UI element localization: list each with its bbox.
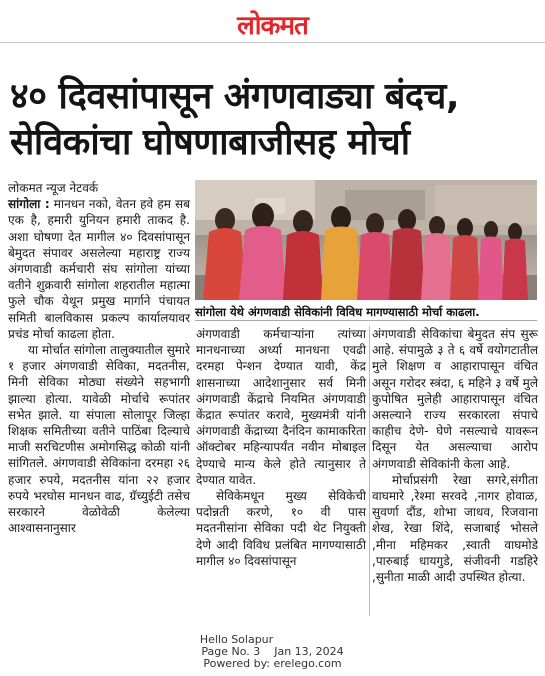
paragraph: मोर्चाप्रसंगी रेखा सगरे,संगीता वाघमारे ,रेश्मा सरवदे ,नागर होवाळ, सुवर्णा दौंड, शोभा जाधव, रिजवाना शेख, रेखा शिंदे, सजाबाई भोसले ,मीना महिमकर ,स्वाती वाघमोडे ,पारुबाई धायगुडे, संजीवनी गडहिरे ,सुनीता माळी आदी उपस्थित होत्या. xyxy=(372,472,538,585)
paragraph: अंगणवाडी कर्मचाऱ्यांना त्यांच्या मानधनाच्या अर्ध्या मानधना एवढी दरमहा पेन्शन देण्यात यावी, केंद्र शासनाच्या आदेशानुसार सर्व मिनी अंगणवाडी केंद्राचे नियमित अंगणवाडी केंद्रात रूपांतर करावे, मुख्यमंत्री यांनी अंगणवाडी केंद्राच्या दैनंदिन कामाकरिता ऑक्टोबर महिन्यापर्यंत नवीन मोबाइल देण्याचे मान्य केले होते त्यानुसार ते देण्यात यावेत. xyxy=(196,327,366,487)
paragraph: अंगणवाडी सेविकांचा बेमुदत संप सुरू आहे. संपामुळे ३ ते ६ वर्षे वयोगटातील मुले शिक्षण व आहारापासून वंचित असून गरोदर स्त्रंदा, ६ महिने ३ वर्षे मुले कुपोषित मुलेही आहारापासून वंचित असल्याने राज्य सरकारला संपाचे काहीच देणे- घेणे नसल्याचे यावरून दिसून येत असल्याचा आरोप अंगणवाडी सेविकांनी केला आहे. xyxy=(372,327,538,471)
dateline-place: सांगोला : xyxy=(8,197,50,212)
photo-caption: सांगोला येथे अंगणवाडी सेविकांनी विविध मागण्यासाठी मोर्चा काढला. xyxy=(195,305,480,319)
headline-line-1: ४० दिवसांपासून अंगणवाड्या बंदच, xyxy=(10,76,460,117)
byline: लोकमत न्यूज नेटवर्क xyxy=(8,181,99,195)
lead-text: मानधन नको, वेतन हवे हम सब एक है, हमारी युनियन हमारी ताकद है. अशा घोषणा देत मागील ४० दिवसांपासून बेमुदत संपावर असलेल्या महाराष्ट्र राज्य अंगणवाडी कर्मचारी संघ सांगोला यांच्या वतीने शुक्रवारी सांगोला शहरातील महात्मा फुले चौक येथून प्रमुख मार्गाने पंचायत समिती बालविकास प्रकल्प कार्यालयावर प्रचंड मोर्चा काढला होता. xyxy=(8,197,190,341)
footer-source: Hello Solapur xyxy=(199,633,274,646)
headline-line-2: सेविकांचा घोषणाबाजीसह मोर्चा xyxy=(10,122,410,163)
newspaper-logo: लोकमत xyxy=(237,11,308,41)
paragraph: सेविकेमधून मुख्य सेविकेची पदोन्नती करणे, १० वी पास मदतनीसांना सेविका पदी थेट नियुक्ती देणे आदी विविध प्रलंबित मागण्यासाठी मागील ४० दिवसांपासून xyxy=(196,489,366,568)
masthead xyxy=(0,0,545,52)
masthead-divider xyxy=(0,42,545,43)
paragraph: या मोर्चात सांगोला तालुक्यातील सुमारे १ हजार अंगणवाडी सेविका, मदतनीस, मिनी सेविका मोठ्या संख्येने सहभागी झाल्या होत्या. यावेळी मोर्चाचे रूपांतर सभेत झाले. या संपाला सोलापूर जिल्हा शिक्षक समितीच्या वतीने पाठिंबा दिल्याचे माजी सरचिटणीस अमोगसिद्ध कोळी यांनी सांगितले. अंगणवाडी सेविकांना दरमहा २६ हजार रुपये, मदतनीस यांना २२ हजार रुपये भरघोस मानधन वाढ, ग्रॅच्युईटी तसेच सरकारने वेळोवेळी केलेल्या आश्वासनानुसार xyxy=(8,343,190,536)
caption-divider xyxy=(195,320,537,321)
headline xyxy=(10,74,535,166)
column-divider xyxy=(369,326,370,616)
news-photo xyxy=(195,180,537,300)
article-column-1 xyxy=(8,180,190,536)
footer-page-date: Page No. 3 Jan 13, 2024 xyxy=(201,645,344,658)
protest-march-image xyxy=(195,180,537,300)
lead-paragraph xyxy=(8,196,190,342)
footer-powered-by: Powered by: erelego.com xyxy=(203,657,342,670)
article-column-3 xyxy=(372,326,538,585)
article-column-2 xyxy=(196,326,366,569)
